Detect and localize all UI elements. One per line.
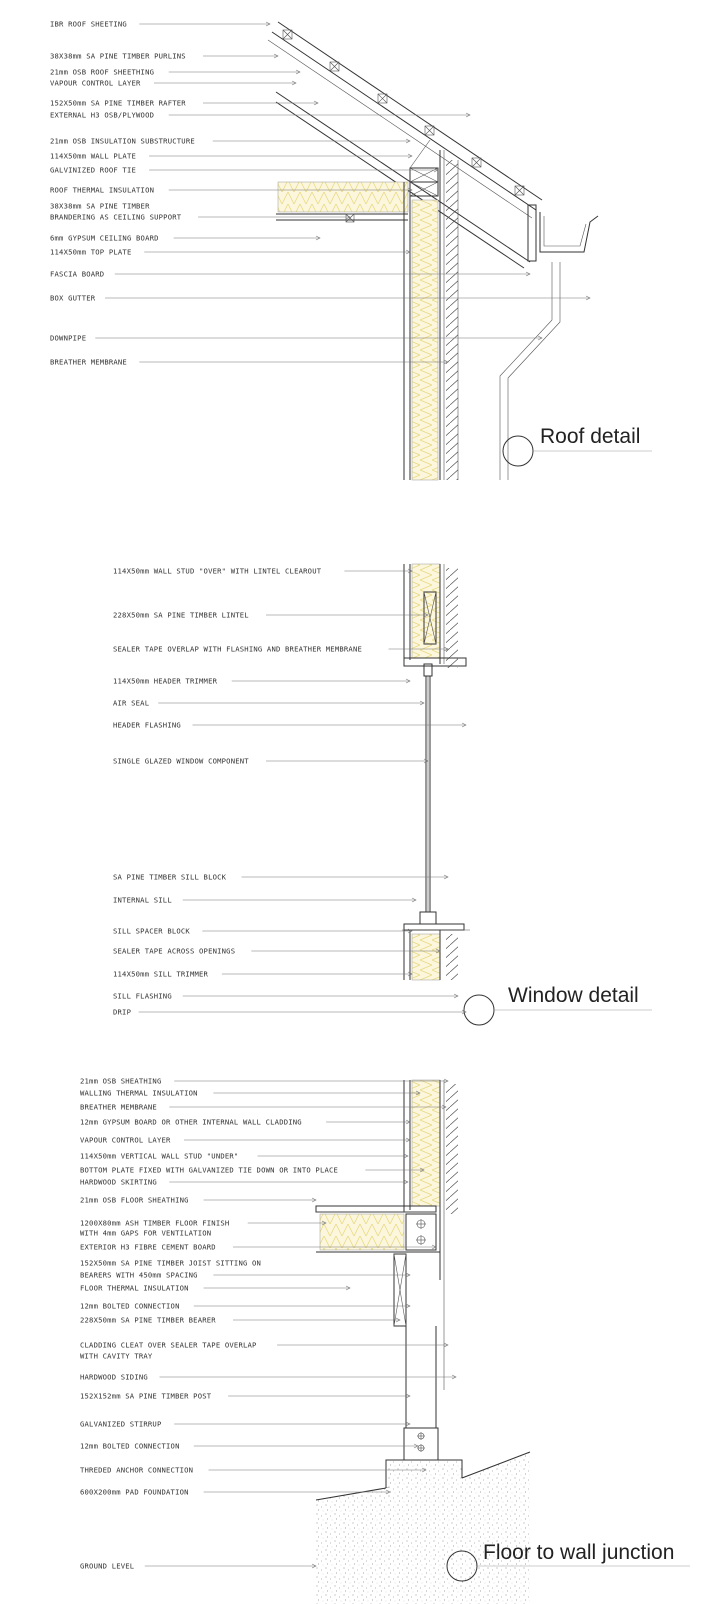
callout-label: AIR SEAL bbox=[113, 698, 150, 708]
callout-label: EXTERNAL H3 OSB/PLYWOOD bbox=[50, 110, 155, 120]
callout-label: FASCIA BOARD bbox=[50, 269, 105, 279]
callout-label: BEARERS WITH 450mm SPACING bbox=[80, 1270, 198, 1280]
callout-label: HARDWOOD SIDING bbox=[80, 1372, 148, 1382]
callout-label: WALLING THERMAL INSULATION bbox=[80, 1088, 198, 1098]
floor-junction-drawing bbox=[316, 1080, 690, 1604]
callout-label: VAPOUR CONTROL LAYER bbox=[80, 1135, 171, 1145]
callout-label: 21mm OSB ROOF SHEETHING bbox=[50, 67, 155, 77]
callout-label: 152X152mm SA PINE TIMBER POST bbox=[80, 1391, 212, 1401]
window-detail-title: Window detail bbox=[508, 984, 639, 1007]
callout-label: SEALER TAPE ACROSS OPENINGS bbox=[113, 946, 236, 956]
callout-label: INTERNAL SILL bbox=[113, 895, 172, 905]
callout-label: 38X38mm SA PINE TIMBER bbox=[50, 201, 150, 211]
callout-label: GALVANIZED STIRRUP bbox=[80, 1419, 162, 1429]
callout-label: 21mm OSB FLOOR SHEATHING bbox=[80, 1195, 189, 1205]
roof-detail-title: Roof detail bbox=[540, 425, 641, 448]
callout-label: THREDED ANCHOR CONNECTION bbox=[80, 1465, 194, 1475]
callout-label: EXTERIOR H3 FIBRE CEMENT BOARD bbox=[80, 1242, 216, 1252]
callout-label: CLADDING CLEAT OVER SEALER TAPE OVERLAP bbox=[80, 1340, 257, 1350]
callout-label: BRANDERING AS CEILING SUPPORT bbox=[50, 212, 182, 222]
callout-label: HARDWOOD SKIRTING bbox=[80, 1177, 157, 1187]
callout-label: DOWNPIPE bbox=[50, 333, 87, 343]
roof-detail-drawing bbox=[268, 22, 652, 480]
callout-label: IBR ROOF SHEETING bbox=[50, 19, 127, 29]
callout-label: 114X50mm VERTICAL WALL STUD "UNDER" bbox=[80, 1151, 239, 1161]
callout-label: 21mm OSB INSULATION SUBSTRUCTURE bbox=[50, 136, 195, 146]
callout-label: 12mm BOLTED CONNECTION bbox=[80, 1441, 180, 1451]
callout-label: 1200X80mm ASH TIMBER FLOOR FINISH bbox=[80, 1218, 230, 1228]
callout-label: WITH CAVITY TRAY bbox=[80, 1351, 153, 1361]
callout-label: BREATHER MEMBRANE bbox=[50, 357, 127, 367]
callout-label: 6mm GYPSUM CEILING BOARD bbox=[50, 233, 159, 243]
callout-label: SILL FLASHING bbox=[113, 991, 172, 1001]
window-detail-drawing bbox=[402, 564, 652, 1025]
callout-label: 114X50mm TOP PLATE bbox=[50, 247, 132, 257]
callout-label: WITH 4mm GAPS FOR VENTILATION bbox=[80, 1228, 212, 1238]
callout-label: 21mm OSB SHEATHING bbox=[80, 1076, 162, 1086]
callout-label: VAPOUR CONTROL LAYER bbox=[50, 78, 141, 88]
callout-label: HEADER FLASHING bbox=[113, 720, 181, 730]
floor-junction-title: Floor to wall junction bbox=[483, 1541, 675, 1564]
callout-label: 114X50mm HEADER TRIMMER bbox=[113, 676, 218, 686]
callout-label: 228X50mm SA PINE TIMBER LINTEL bbox=[113, 610, 249, 620]
callout-label: 114X50mm SILL TRIMMER bbox=[113, 969, 209, 979]
callout-label: DRIP bbox=[113, 1007, 132, 1017]
callout-label: SILL SPACER BLOCK bbox=[113, 926, 190, 936]
callout-label: 12mm GYPSUM BOARD OR OTHER INTERNAL WALL CLADDING bbox=[80, 1117, 302, 1127]
callout-labels bbox=[50, 20, 590, 1571]
callout-label: 228X50mm SA PINE TIMBER BEARER bbox=[80, 1315, 216, 1325]
callout-label: 114X50mm WALL STUD "OVER" WITH LINTEL CLEAROUT bbox=[113, 566, 322, 576]
callout-label: 12mm BOLTED CONNECTION bbox=[80, 1301, 180, 1311]
callout-label: BOTTOM PLATE FIXED WITH GALVANIZED TIE DOWN OR INTO PLACE bbox=[80, 1165, 339, 1175]
callout-label: 600X200mm PAD FOUNDATION bbox=[80, 1487, 189, 1497]
callout-label: 152X50mm SA PINE TIMBER RAFTER bbox=[50, 98, 186, 108]
callout-label: SEALER TAPE OVERLAP WITH FLASHING AND BREATHER MEMBRANE bbox=[113, 644, 362, 654]
callout-label: ROOF THERMAL INSULATION bbox=[50, 185, 155, 195]
callout-label: 114X50mm WALL PLATE bbox=[50, 151, 137, 161]
callout-label: SA PINE TIMBER SILL BLOCK bbox=[113, 872, 227, 882]
callout-label: 152X50mm SA PINE TIMBER JOIST SITTING ON bbox=[80, 1258, 262, 1268]
callout-label: FLOOR THERMAL INSULATION bbox=[80, 1283, 189, 1293]
callout-label: BOX GUTTER bbox=[50, 293, 96, 303]
callout-label: SINGLE GLAZED WINDOW COMPONENT bbox=[113, 756, 249, 766]
callout-label: GROUND LEVEL bbox=[80, 1561, 135, 1571]
callout-label: BREATHER MEMBRANE bbox=[80, 1102, 157, 1112]
callout-label: 38X38mm SA PINE TIMBER PURLINS bbox=[50, 51, 186, 61]
callout-label: GALVINIZED ROOF TIE bbox=[50, 165, 137, 175]
